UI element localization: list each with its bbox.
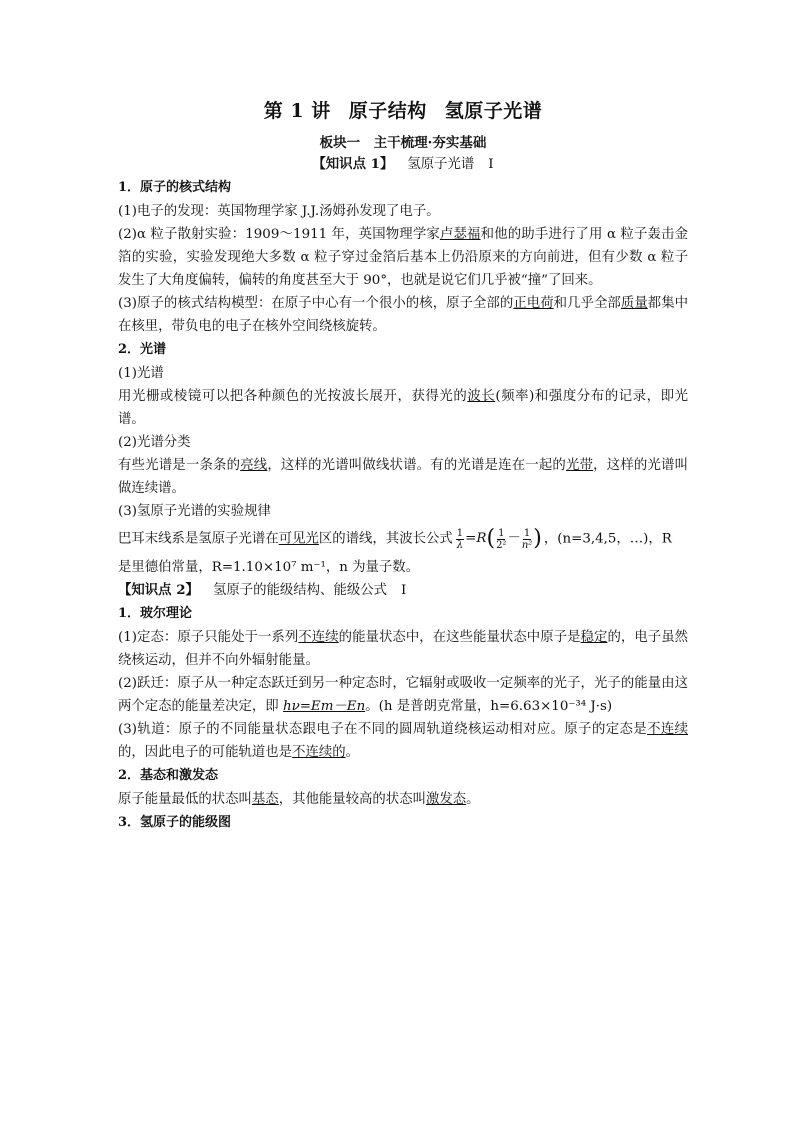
text-span: 都集中在核里，带负电的电子在核外空间绕核旋转。 [118, 296, 689, 334]
text-span: 。 [345, 744, 360, 760]
answer-discontinuous: 不连续 [298, 629, 339, 645]
paren-close: ) [533, 526, 542, 551]
fraction-one-over-lambda [456, 528, 464, 551]
answer-wavelength: 波长 [467, 389, 496, 404]
text-span: (2)α 粒子散射实验：1909～1911 年，英国物理学家 [118, 227, 440, 242]
title-topic-1: 原子结构 [348, 100, 427, 122]
answer-state-discontinuous: 不连续 [647, 721, 689, 737]
sub-spectrum: (1)光谱 [118, 366, 164, 381]
fraction-denominator: n² [521, 539, 533, 551]
text-span: (2)跃迁：原子从一种定态跃迁到另一种定态时，它辐射或吸收一定频率的光子，光子的能量由这两个定态的能量差决定，即 [118, 675, 688, 714]
text-span: 的能量状态中，在这些能量状态中原子是 [338, 629, 581, 645]
answer-bright-lines: 亮线 [240, 458, 268, 473]
text-span: 。(h 是普朗克常量，h=6.63×10⁻³⁴ J·s) [365, 698, 613, 714]
para-spectrum-def [118, 385, 688, 431]
para-stationary-state [118, 626, 688, 672]
sub-spectrum-types: (2)光谱分类 [118, 435, 191, 450]
heading-ground-excited: 2．基态和激发态 [118, 767, 219, 783]
fraction-denominator: λ [456, 539, 464, 551]
title-lecture-number: 第 1 讲 [263, 100, 331, 122]
heading-nuclear-structure: 1．原子的核式结构 [118, 180, 232, 195]
answer-rutherford: 卢瑟福 [439, 227, 481, 242]
para-orbit [118, 718, 688, 764]
text-span: ，(n=3,4,5，…)，R [543, 531, 672, 547]
text-span: 和他的助手进行了用 α 粒子轰击金箔的实验，实验发现绝大多数 α 粒子穿过金箔后基本上仍沿原来的方向前进，但有少数 α 粒子发生了大角度偏转，偏转的角度甚至大于 90°，也就是说它们几乎被“撞”了回来。 [118, 227, 688, 288]
answer-visible-light: 可见光 [278, 531, 319, 547]
text-span: (3)轨道：原子的不同能量状态跟电子在不同的圆周轨道绕核运动相对应。原子的定态是 [118, 721, 648, 737]
text-span: ，这样的光谱叫做连续谱。 [118, 458, 689, 496]
answer-stable: 稳定 [580, 629, 608, 645]
sub-hydrogen-law: (3)氢原子光谱的实验规律 [118, 504, 271, 519]
para-spectrum-types [118, 454, 688, 500]
text-span: 。 [466, 791, 480, 807]
text-span: 巴耳末线系是氢原子光谱在 [118, 531, 279, 547]
answer-ground-state: 基态 [251, 791, 279, 807]
kp2-tag: 【知识点 2】 [118, 581, 199, 598]
text-span: (频率)和强度分布的记录，即光谱。 [118, 389, 689, 427]
para-electron-discovery: (1)电子的发现：英国物理学家 J.J.汤姆孙发现了电子。 [118, 204, 440, 219]
para-transition [118, 672, 688, 718]
knowledge-point-2-header [118, 579, 688, 602]
para-alpha-scattering [118, 223, 688, 292]
heading-energy-level-diagram: 3．氢原子的能级图 [118, 814, 232, 830]
fraction-numerator: 1 [523, 527, 531, 539]
fraction-numerator: 1 [498, 527, 505, 539]
answer-light-band: 光带 [566, 458, 594, 473]
text-span: (3)原子的核式结构模型：在原子中心有一个很小的核，原子全部的 [118, 296, 514, 311]
paren-open: ( [486, 526, 496, 551]
rydberg-symbol: R [476, 531, 487, 546]
lecture-title [118, 96, 688, 123]
text-span: 有些光谱是一条条的 [118, 458, 241, 473]
fraction-denominator: 2² [496, 539, 507, 551]
text-span: 和几乎全部 [553, 296, 621, 311]
kp2-level: Ⅰ [401, 582, 407, 598]
answer-mass: 质量 [620, 296, 648, 311]
fraction-numerator: 1 [456, 527, 464, 539]
balmer-formula: $\frac{1}{\lambda}$ = R ( $\frac{1}{\text{2²}}$ － $\frac{1}{\text{n²}}$ ) [455, 523, 542, 555]
kp1-name: 氢原子光谱 [407, 157, 475, 172]
text-span: 原子能量最低的状态叫 [118, 791, 252, 807]
kp1-tag: 【知识点 1】 [312, 156, 394, 172]
heading-spectrum: 2．光谱 [118, 342, 167, 357]
para-balmer-series [118, 523, 688, 556]
text-span: 区的谱线，其波长公式 [318, 531, 453, 547]
text-span: 的，电子虽然绕核运动，但并不向外辐射能量。 [118, 629, 689, 668]
answer-positive-charge: 正电荷 [513, 296, 554, 311]
kp1-level: Ⅰ [488, 157, 494, 172]
section-subtitle: 板块一 主干梳理·夯实基础 [319, 135, 487, 151]
answer-excited-state: 激发态 [425, 791, 467, 807]
answer-orbit-discontinuous: 不连续的 [292, 744, 346, 760]
para-ground-excited [118, 788, 688, 811]
kp2-name: 氢原子的能级结构、能级公式 [212, 582, 388, 598]
knowledge-point-1-header [118, 153, 688, 176]
text-span: ，其他能量较高的状态叫 [278, 791, 426, 807]
para-rydberg-constant: 是里德伯常量，R=1.10×10⁷ m⁻¹，n 为量子数。 [118, 559, 420, 575]
text-span: ，这样的光谱叫做线状谱。有的光谱是连在一起的 [267, 458, 567, 473]
text-span: 用光栅或棱镜可以把各种颜色的光按波长展开，获得光的 [118, 389, 468, 404]
document-content [118, 96, 688, 835]
answer-energy-difference: hν=Em－En [282, 698, 366, 714]
para-nuclear-model [118, 292, 688, 338]
fraction-one-over-two-squared [496, 528, 506, 551]
text-span: 的，因此电子的可能轨道也是 [118, 744, 293, 760]
text-span: (1)定态：原子只能处于一系列 [118, 629, 299, 645]
title-topic-2: 氢原子光谱 [444, 100, 543, 122]
heading-bohr-theory: 1．玻尔理论 [118, 605, 193, 621]
fraction-one-over-n-squared [522, 528, 532, 551]
